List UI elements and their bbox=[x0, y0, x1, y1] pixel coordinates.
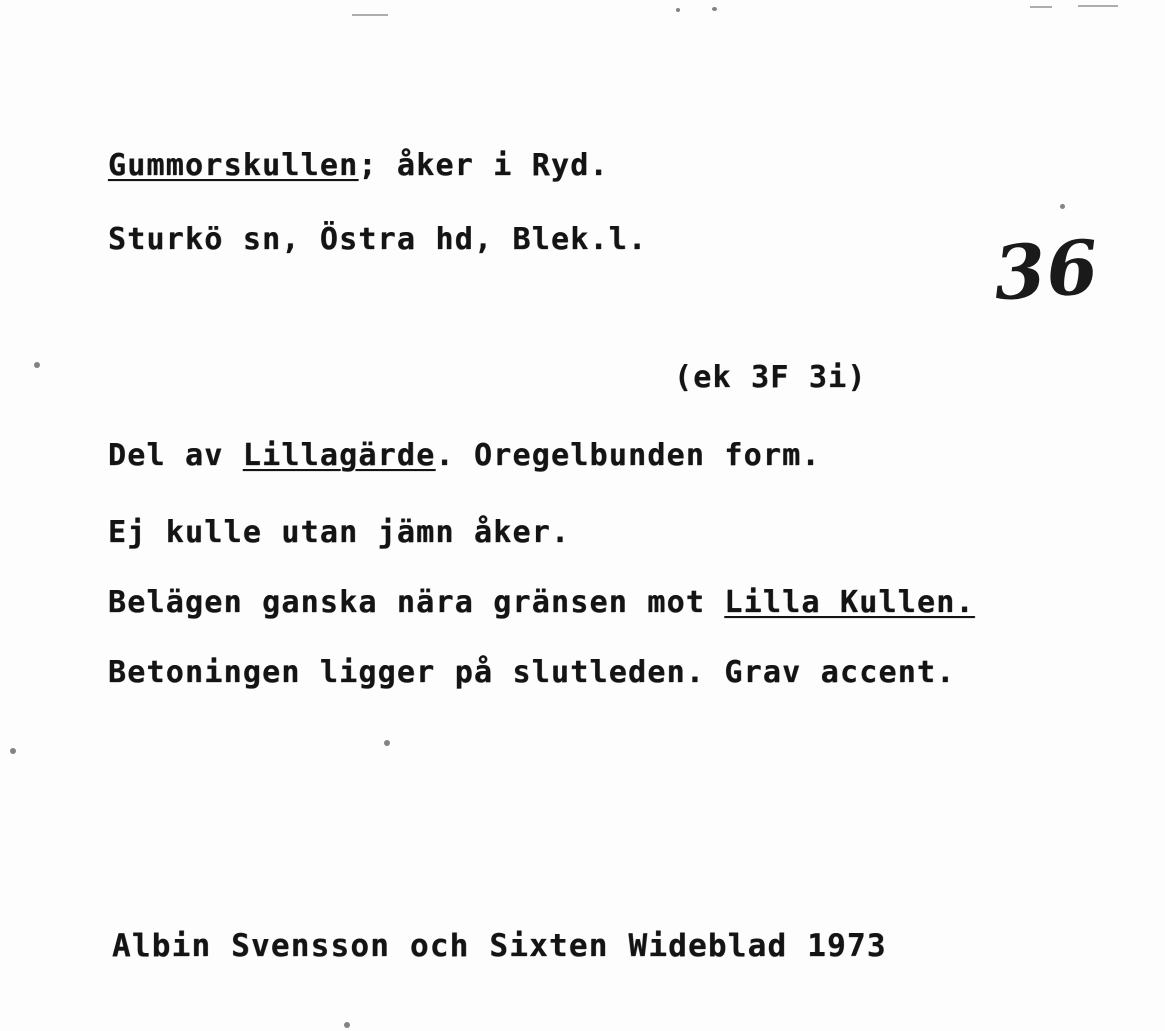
place-reference-lillagarde: Lillagärde bbox=[242, 438, 436, 473]
description-line-1 bbox=[108, 438, 821, 473]
scan-artifact-speck-top-center-2 bbox=[712, 7, 717, 11]
page-number: 36 bbox=[991, 224, 1102, 318]
scan-artifact-speck-left-lower bbox=[10, 748, 16, 754]
scan-artifact-speck-top-center-1 bbox=[676, 8, 680, 12]
footer-attribution: Albin Svensson och Sixten Wideblad 1973 bbox=[112, 928, 887, 964]
parish-line bbox=[108, 222, 647, 257]
scan-artifact-dash-top-right bbox=[1030, 6, 1052, 8]
description-line-3-part-1: Belägen ganska nära gränsen mot bbox=[108, 585, 725, 620]
scan-artifact-speck-left-mid bbox=[34, 362, 40, 368]
map-reference-text: (ek 3F 3i) bbox=[674, 360, 867, 395]
scan-artifact-speck-right-upper bbox=[1060, 204, 1065, 209]
description-line-2-text: Ej kulle utan jämn åker. bbox=[108, 515, 571, 550]
scan-artifact-dash-top-right-2 bbox=[1078, 5, 1118, 7]
scan-artifact-dash-top-left bbox=[352, 14, 388, 16]
description-line-1-part-1: Del av bbox=[108, 438, 243, 473]
scan-artifact-speck-center-lower bbox=[384, 740, 390, 746]
headword-line bbox=[108, 148, 609, 183]
headword-text: Gummorskullen bbox=[108, 148, 359, 183]
description-line-1-part-3: . Oregelbunden form. bbox=[435, 438, 821, 473]
description-line-2 bbox=[108, 515, 570, 550]
description-line-4 bbox=[108, 655, 956, 690]
description-line-3 bbox=[108, 585, 975, 620]
place-reference-lilla-kullen: Lilla Kullen. bbox=[724, 585, 975, 620]
parish-text: Sturkö sn, Östra hd, Blek.l. bbox=[108, 222, 648, 257]
map-reference-line bbox=[674, 360, 867, 395]
scan-artifact-speck-bottom bbox=[344, 1022, 350, 1028]
description-line-4-text: Betoningen ligger på slutleden. Grav accent. bbox=[108, 655, 956, 690]
headword-suffix-text: ; åker i Ryd. bbox=[358, 148, 609, 183]
